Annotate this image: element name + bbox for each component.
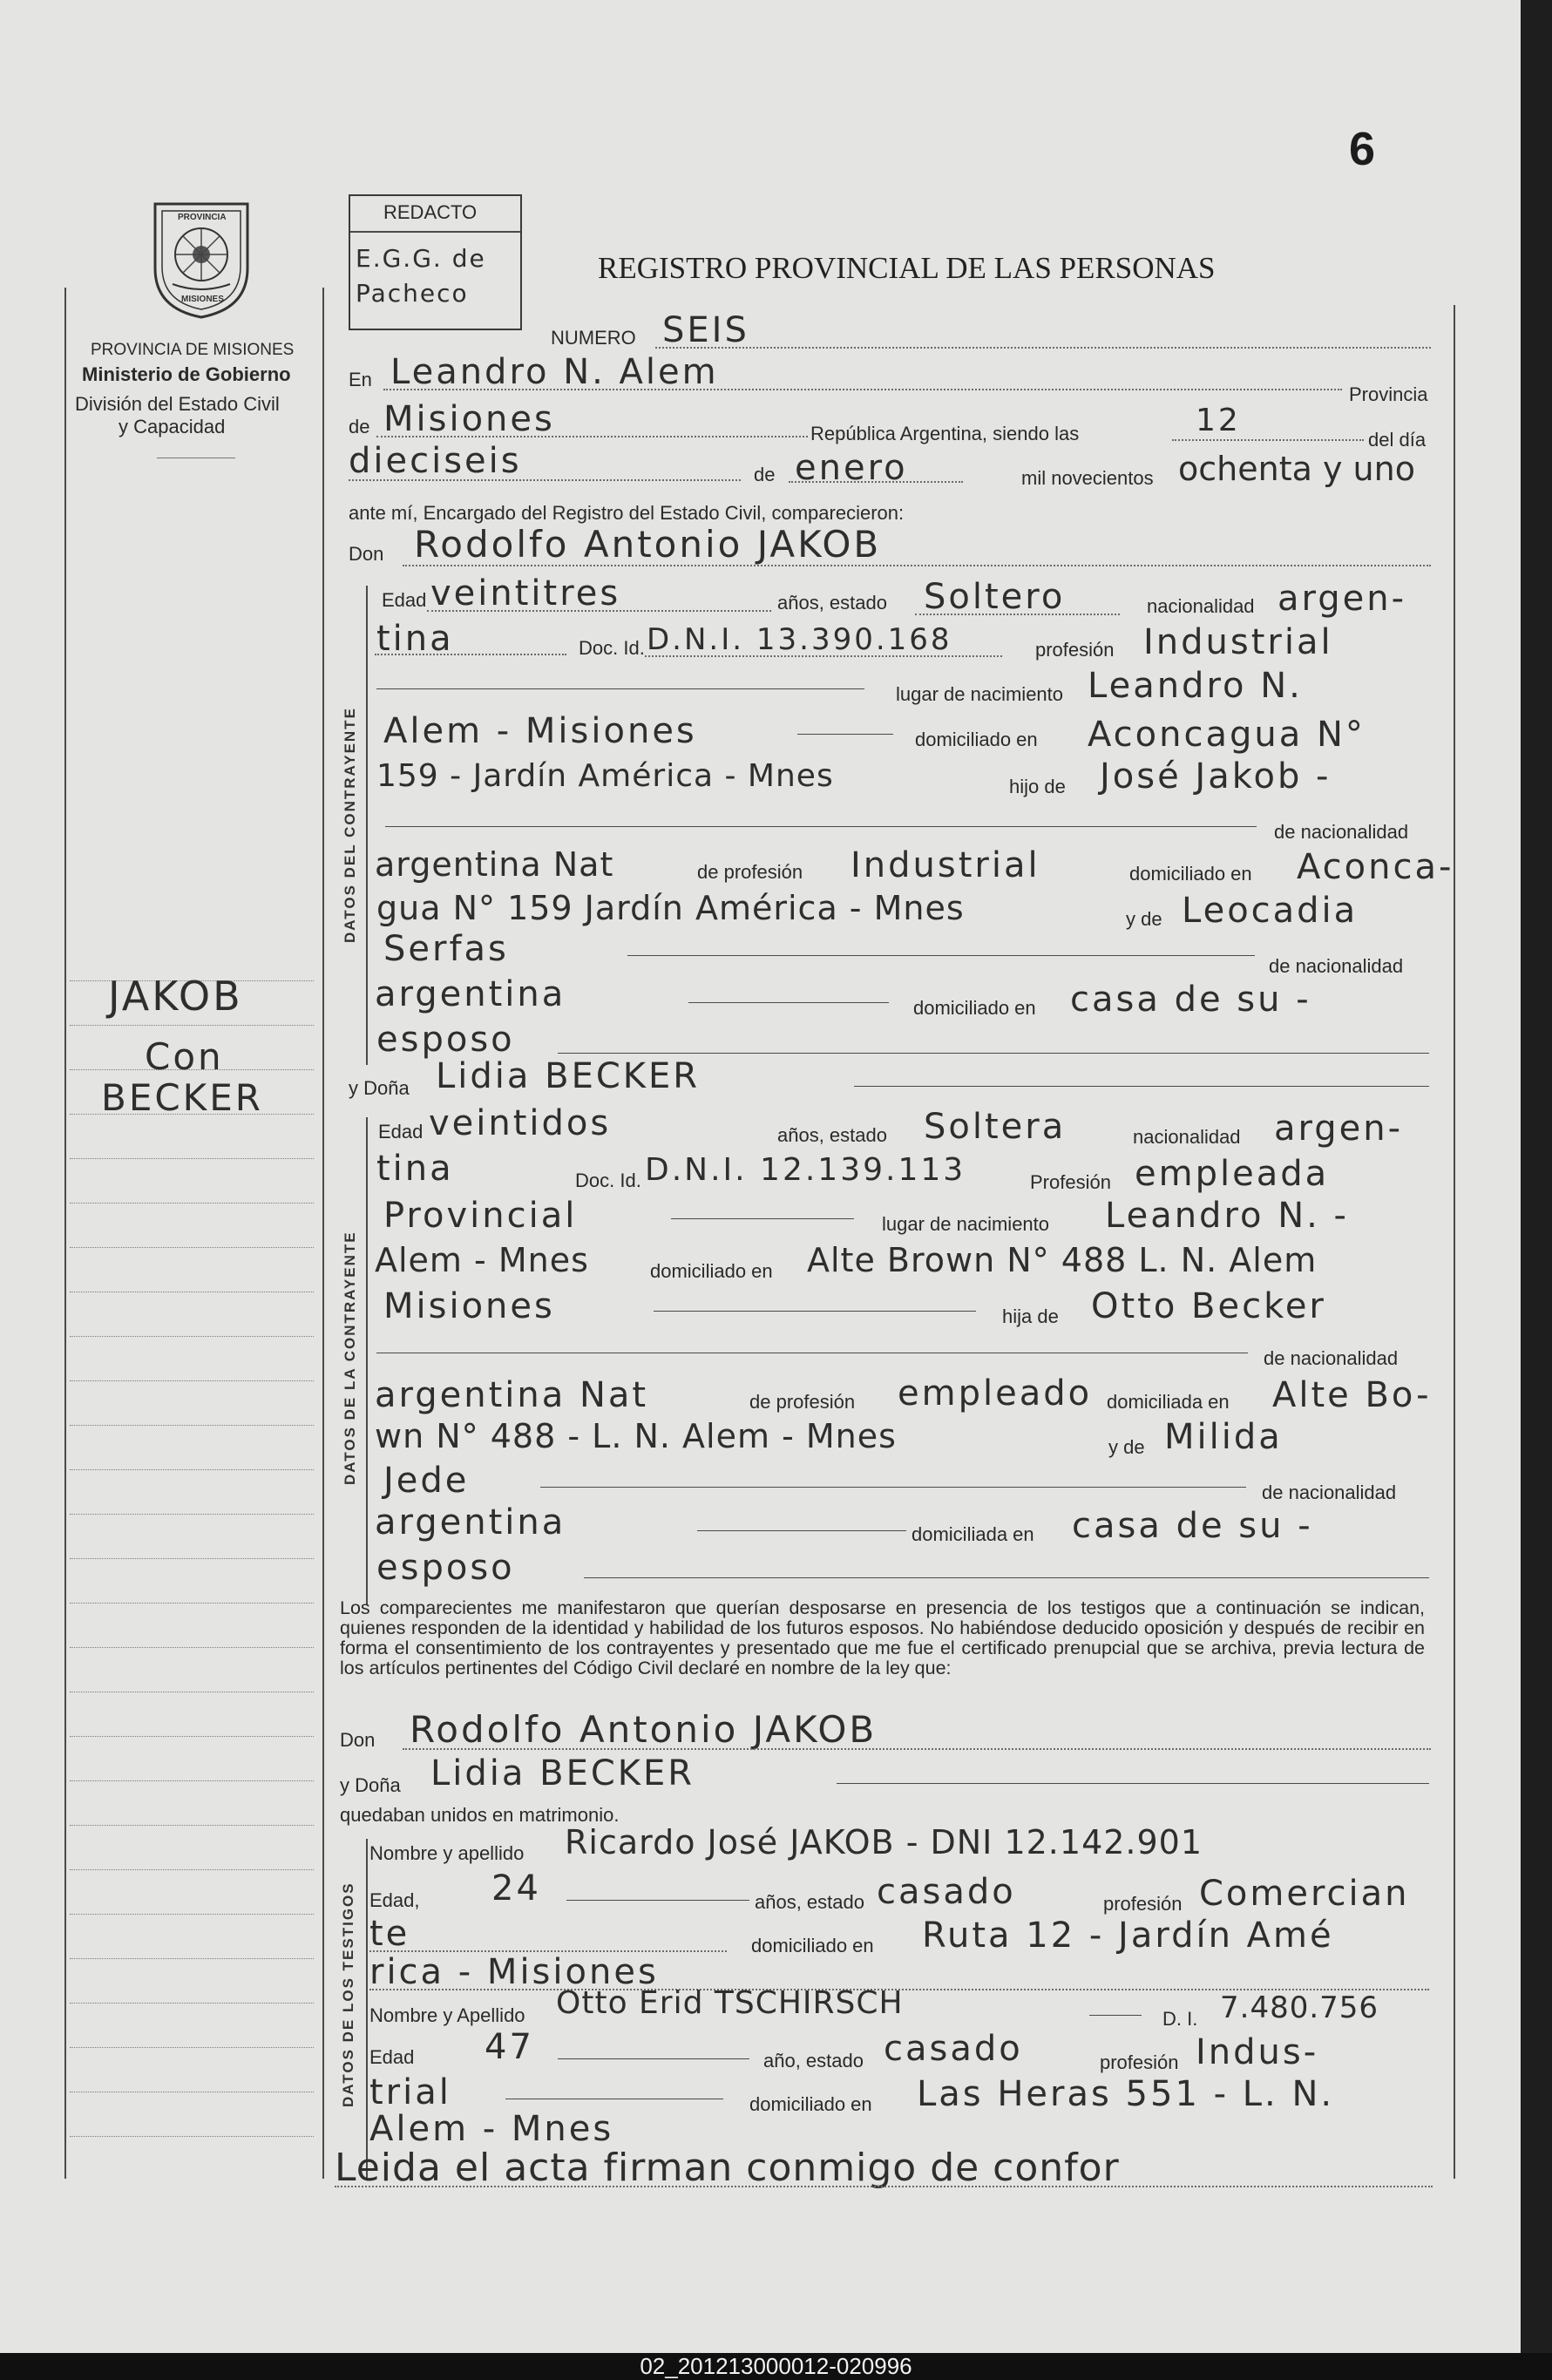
label-nombre-w1: Nombre y apellido xyxy=(369,1842,525,1864)
label-y-de-groom: y de xyxy=(1126,908,1162,930)
value-groom-madre-dom-2: esposo xyxy=(376,1020,515,1060)
left-margin-rule xyxy=(64,288,66,2179)
value-bride-lugar-2: Alem - Mnes xyxy=(375,1241,589,1279)
value-groom-madre-dom-1: casa de su - xyxy=(1070,980,1311,1020)
margin-ruled-line xyxy=(70,1514,314,1515)
label-doc-groom: Doc. Id. xyxy=(579,637,645,659)
value-w2-dom-2: Alem - Mnes xyxy=(369,2109,614,2149)
margin-ruled-line xyxy=(70,1647,314,1648)
label-prof-padre-groom: de profesión xyxy=(697,861,803,883)
margin-ruled-line xyxy=(70,1736,314,1737)
value-bride-padre-dom-1: Alte Bo- xyxy=(1272,1375,1432,1415)
value-groom-nac-2: tina xyxy=(376,619,454,659)
value-groom-padre-nac: argentina Nat xyxy=(375,845,614,884)
value-bride-nac-1: argen- xyxy=(1274,1109,1404,1149)
label-dom-w1: domiciliado en xyxy=(751,1935,874,1956)
label-domicilio-groom: domiciliado en xyxy=(915,729,1038,750)
org-line-3: División del Estado Civil xyxy=(75,393,280,415)
margin-ruled-line xyxy=(70,1247,314,1248)
margin-ruled-line xyxy=(70,1825,314,1826)
label-don-final: Don xyxy=(340,1729,376,1751)
form-border-right xyxy=(1454,305,1455,2179)
label-mil-novecientos: mil novecientos xyxy=(1021,467,1154,489)
label-republica: República Argentina, siendo las xyxy=(810,423,1080,444)
label-datos-contrayente: DATOS DEL CONTRAYENTE xyxy=(342,707,358,943)
provincial-seal-icon xyxy=(146,197,256,321)
label-ante-mi: ante mí, Encargado del Registro del Estado Civil, comparecieron: xyxy=(349,502,905,524)
value-bride-doc: D.N.I. 12.139.113 xyxy=(645,1152,966,1188)
label-don: Don xyxy=(349,543,384,565)
value-groom-dom-1: Aconcagua N° xyxy=(1088,715,1366,755)
groom-block-bracket xyxy=(366,586,368,1065)
margin-ruled-line xyxy=(70,1380,314,1381)
label-numero: NUMERO xyxy=(551,327,636,349)
label-dom-w2: domiciliado en xyxy=(749,2093,872,2115)
footer-filename: 02_201213000012-020996 xyxy=(640,2353,912,2379)
value-don: Rodolfo Antonio JAKOB xyxy=(414,523,882,566)
label-hija-de: hija de xyxy=(1002,1305,1059,1327)
margin-ruled-line xyxy=(70,2047,314,2048)
label-y-de-bride: y de xyxy=(1108,1436,1145,1458)
redacto-label: REDACTO xyxy=(383,201,478,223)
value-bride-padre-nac: argentina Nat xyxy=(375,1375,649,1415)
org-line-2: Ministerio de Gobierno xyxy=(82,363,291,385)
margin-ruled-line xyxy=(70,2003,314,2004)
label-hijo-de: hijo de xyxy=(1009,776,1066,797)
value-dona-final: Lidia BECKER xyxy=(430,1753,695,1793)
label-edad-bride: Edad xyxy=(378,1121,424,1143)
margin-ruled-line xyxy=(70,1603,314,1604)
margin-ruled-line xyxy=(70,1558,314,1559)
value-groom-lugar-1: Leandro N. xyxy=(1088,666,1303,706)
value-w2-edad: 47 xyxy=(485,2027,534,2067)
label-prof-padre-bride: de profesión xyxy=(749,1391,856,1413)
value-bride-padre-prof: empleado xyxy=(898,1373,1093,1414)
label-de: de xyxy=(349,416,370,437)
label-lugar-groom: lugar de nacimiento xyxy=(896,683,1064,705)
label-nac-padre-bride: de nacionalidad xyxy=(1264,1347,1399,1369)
label-del-dia: del día xyxy=(1368,429,1427,451)
value-hora: 12 xyxy=(1196,403,1241,438)
value-bride-padre: Otto Becker xyxy=(1091,1286,1326,1326)
value-bride-madre-1: Milida xyxy=(1164,1417,1283,1457)
value-w1-prof-2: te xyxy=(369,1914,410,1954)
value-bride-madre-dom-1: casa de su - xyxy=(1072,1506,1313,1546)
label-nac-madre-bride: de nacionalidad xyxy=(1262,1482,1397,1503)
org-line-1: PROVINCIA DE MISIONES xyxy=(91,341,295,359)
value-bride-padre-dom-2: wn N° 488 - L. N. Alem - Mnes xyxy=(375,1417,897,1455)
margin-ruled-line xyxy=(70,1469,314,1470)
value-groom-nac-1: argen- xyxy=(1278,579,1407,619)
redacto-box xyxy=(349,194,522,330)
value-w2-estado: casado xyxy=(884,2029,1023,2069)
margin-ruled-line xyxy=(70,1958,314,1959)
seal-text-bottom: MISIONES xyxy=(181,295,224,304)
value-provincia: Misiones xyxy=(383,399,555,439)
margin-ruled-line xyxy=(70,2136,314,2137)
value-bride-madre-nac: argentina xyxy=(375,1502,566,1543)
label-lugar-bride: lugar de nacimiento xyxy=(882,1213,1050,1235)
value-dia: dieciseis xyxy=(349,441,522,481)
label-nombre-w2: Nombre y Apellido xyxy=(369,2004,525,2026)
value-bride-dom-1: Alte Brown N° 488 L. N. Alem xyxy=(807,1241,1318,1279)
value-w1-estado: casado xyxy=(877,1872,1016,1912)
label-quedaban: quedaban unidos en matrimonio. xyxy=(340,1804,620,1826)
label-en: En xyxy=(349,369,372,390)
value-bride-estado: Soltera xyxy=(924,1107,1067,1147)
margin-ruled-line xyxy=(70,1780,314,1781)
label-profesion-bride: Profesión xyxy=(1030,1171,1111,1193)
value-groom-madre-1: Leocadia xyxy=(1182,891,1359,931)
label-datos-testigos: DATOS DE LOS TESTIGOS xyxy=(340,1882,356,2107)
label-nac-madre-groom: de nacionalidad xyxy=(1269,955,1404,977)
value-groom-edad: veintitres xyxy=(430,573,621,614)
value-w1-prof-1: Comercian xyxy=(1199,1874,1410,1914)
value-anio: ochenta y uno xyxy=(1178,450,1415,488)
margin-ruled-line xyxy=(70,1158,314,1159)
value-dona: Lidia BECKER xyxy=(436,1056,701,1096)
label-profesion-w2: profesión xyxy=(1100,2051,1179,2073)
margin-ruled-line xyxy=(70,1203,314,1204)
value-groom-padre: José Jakob - xyxy=(1100,756,1332,797)
value-groom-lugar-2: Alem - Misiones xyxy=(383,711,697,751)
value-bride-nac-2: tina xyxy=(376,1149,454,1189)
margin-note-line2: Con xyxy=(145,1035,224,1078)
label-edad-w1: Edad, xyxy=(369,1889,420,1911)
closing-statement: Leida el acta firman conmigo de confor xyxy=(335,2146,1120,2190)
value-groom-dom-2: 159 - Jardín América - Mnes xyxy=(376,758,834,794)
value-groom-prof: Industrial xyxy=(1143,622,1333,662)
label-di-w2: D. I. xyxy=(1162,2008,1198,2030)
value-groom-madre-2: Serfas xyxy=(383,929,509,969)
label-dom-madre-bride: domiciliada en xyxy=(912,1523,1034,1545)
label-doc-bride: Doc. Id. xyxy=(575,1170,641,1191)
label-provincia: Provincia xyxy=(1349,383,1428,405)
label-nac-padre-groom: de nacionalidad xyxy=(1274,821,1409,843)
label-dom-padre-groom: domiciliado en xyxy=(1129,863,1252,885)
margin-note-line1: JAKOB xyxy=(108,973,243,1020)
document-title: REGISTRO PROVINCIAL DE LAS PERSONAS xyxy=(598,251,1216,285)
label-y-dona: y Doña xyxy=(349,1077,410,1099)
value-bride-edad: veintidos xyxy=(429,1103,612,1143)
value-w1-dom-2: rica - Misiones xyxy=(369,1952,659,1992)
value-w1-dom-1: Ruta 12 - Jardín Amé xyxy=(922,1916,1334,1956)
label-ano-estado-w2: año, estado xyxy=(763,2050,864,2071)
label-edad-groom: Edad xyxy=(382,589,427,611)
form-border-left xyxy=(322,288,324,2179)
margin-ruled-line xyxy=(70,1869,314,1870)
margin-ruled-line xyxy=(70,1914,314,1915)
page-number: 6 xyxy=(1349,123,1376,175)
margin-ruled-line xyxy=(70,1336,314,1337)
value-groom-padre-dom-2: gua N° 159 Jardín América - Mnes xyxy=(376,889,965,927)
value-bride-prof: empleada xyxy=(1135,1154,1330,1194)
org-line-4: y Capacidad xyxy=(119,416,226,437)
value-w2-di: 7.480.756 xyxy=(1220,1990,1379,2025)
margin-ruled-line xyxy=(70,1025,314,1026)
value-bride-lugar-1: Leandro N. - xyxy=(1105,1196,1349,1236)
label-nacionalidad-groom: nacionalidad xyxy=(1147,595,1255,617)
value-bride-madre-dom-2: esposo xyxy=(376,1548,515,1588)
value-groom-doc: D.N.I. 13.390.168 xyxy=(647,622,952,657)
label-profesion-w1: profesión xyxy=(1103,1893,1183,1915)
bride-block-bracket xyxy=(366,1117,368,1605)
label-dom-bride: domiciliado en xyxy=(650,1260,773,1282)
value-groom-madre-nac: argentina xyxy=(375,974,566,1014)
label-datos-la-contrayente: DATOS DE LA CONTRAYENTE xyxy=(342,1231,358,1485)
label-anos-estado-groom: años, estado xyxy=(777,592,887,614)
scan-edge xyxy=(1521,0,1552,2380)
value-numero: SEIS xyxy=(662,310,749,350)
value-groom-estado: Soltero xyxy=(924,577,1066,617)
value-w2-nombre: Otto Erid TSCHIRSCH xyxy=(556,1985,904,2021)
label-nacionalidad-bride: nacionalidad xyxy=(1133,1126,1241,1148)
redacto-value: E.G.G. de Pacheco xyxy=(356,244,486,308)
label-anos-estado-w1: años, estado xyxy=(755,1891,864,1913)
value-w2-prof-2: trial xyxy=(369,2072,451,2112)
label-profesion-groom: profesión xyxy=(1035,639,1115,661)
label-de-mes: de xyxy=(754,464,776,485)
label-edad-w2: Edad xyxy=(369,2046,415,2068)
value-mes: enero xyxy=(795,448,908,488)
label-y-dona-final: y Doña xyxy=(340,1774,401,1796)
label-dom-padre-bride: domiciliada en xyxy=(1107,1391,1230,1413)
label-anos-estado-bride: años, estado xyxy=(777,1124,887,1146)
value-w2-prof-1: Indus- xyxy=(1196,2032,1319,2072)
value-w1-nombre: Ricardo José JAKOB - DNI 12.142.901 xyxy=(565,1823,1203,1861)
value-groom-padre-prof: Industrial xyxy=(851,845,1040,885)
value-bride-lugar-pre: Provincial xyxy=(383,1196,578,1236)
legal-paragraph: Los comparecientes me manifestaron que querían desposarse en presencia de los testigos que a continuación se indican, quienes responden de la identidad y habilidad de los futuros esposos. No habiéndose deducido oposición y después de recibir en forma el consentimiento de los contrayentes y presentado que me fue el certificado prenupcial que se archiva, previa lectura de los artículos pertinentes del Código Civil declaré en nombre de la ley que: xyxy=(340,1597,1425,1678)
witness-block-bracket xyxy=(366,1839,368,2179)
label-dom-madre-groom: domiciliado en xyxy=(913,997,1036,1019)
value-w1-edad: 24 xyxy=(491,1868,541,1909)
value-groom-padre-dom-1: Aconca- xyxy=(1297,847,1454,887)
value-bride-madre-2: Jede xyxy=(383,1461,470,1501)
value-en: Leandro N. Alem xyxy=(390,352,719,392)
value-w2-dom-1: Las Heras 551 - L. N. xyxy=(917,2074,1335,2114)
margin-ruled-line xyxy=(70,1425,314,1426)
value-don-final: Rodolfo Antonio JAKOB xyxy=(410,1708,878,1751)
seal-text-top: PROVINCIA xyxy=(178,213,227,222)
value-bride-dom-2: Misiones xyxy=(383,1286,555,1326)
margin-note-line3: BECKER xyxy=(101,1076,263,1119)
